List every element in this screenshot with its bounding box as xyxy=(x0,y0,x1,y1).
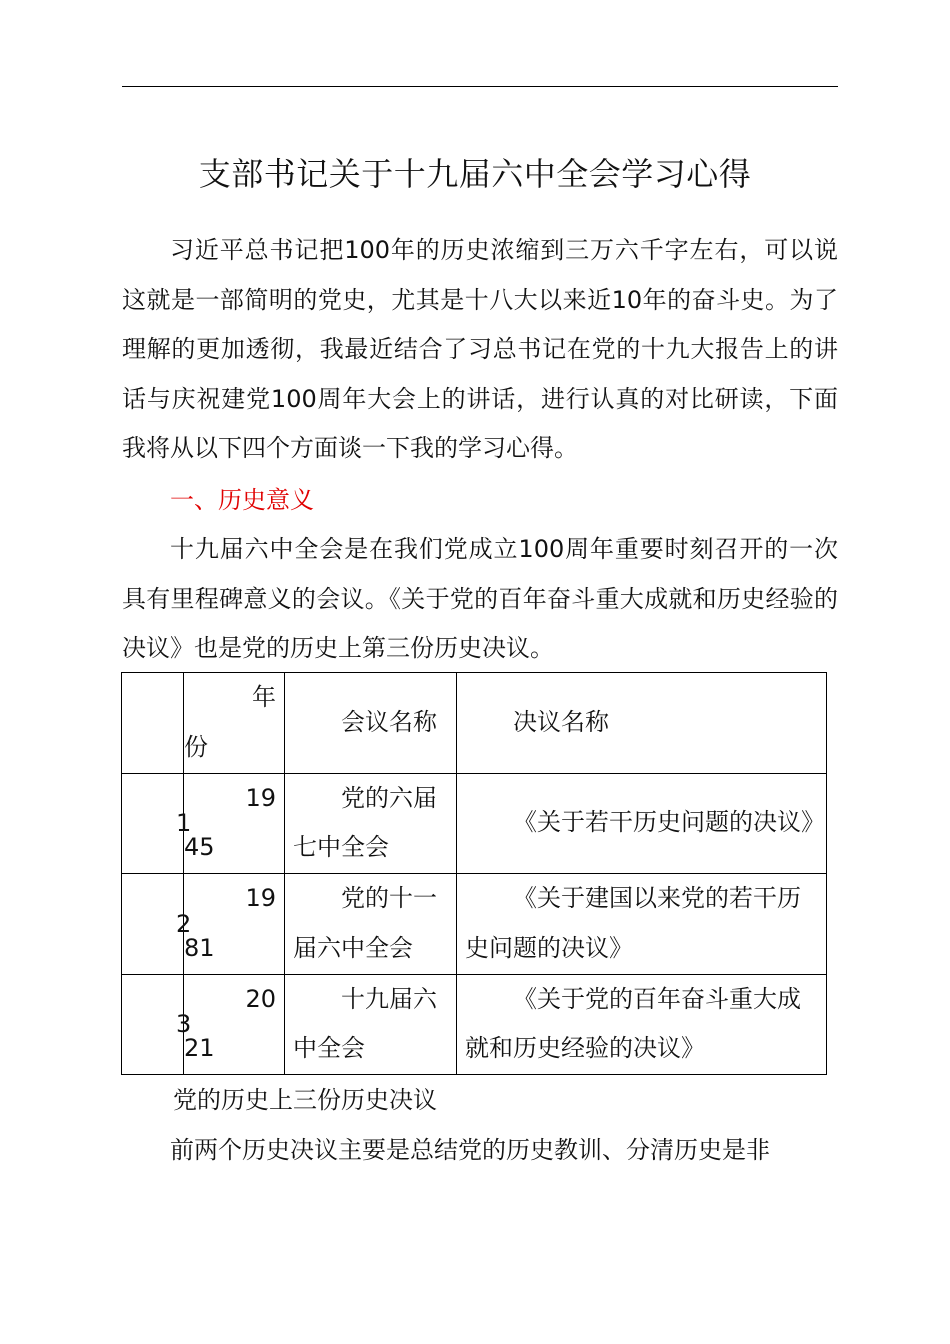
row-meeting-cell: 十九届六中全会 xyxy=(285,974,457,1075)
table-row xyxy=(122,974,827,1075)
header-year-cell xyxy=(184,673,285,774)
row-meeting-cell: 党的六届七中全会 xyxy=(285,773,457,874)
table-row xyxy=(122,773,827,874)
row-year-cell: 19 45 xyxy=(184,773,285,874)
header-resolution-cell: 决议名称 xyxy=(457,673,827,774)
row-number-cell: 1 xyxy=(122,773,184,874)
row-resolution-cell: 《关于党的百年奋斗重大成就和历史经验的决议》 xyxy=(457,974,827,1075)
row-number-cell: 2 xyxy=(122,874,184,975)
paragraph-intro: 习近平总书记把100年的历史浓缩到三万六千字左右，可以说这就是一部简明的党史，尤其是十八大以来近10年的奋斗史。为了理解的更加透彻，我最近结合了习总书记在党的十九大报告上的讲话与庆祝建党100周年大会上的讲话，进行认真的对比研读，下面我将从以下四个方面谈一下我的学习心得。 xyxy=(122,236,838,463)
header-meeting-cell: 会议名称 xyxy=(285,673,457,774)
document-title: 支部书记关于十九届六中全会学习心得 xyxy=(198,155,752,193)
row-number-cell: 3 xyxy=(122,974,184,1075)
table-caption: 党的历史上三份历史决议 xyxy=(173,1086,437,1114)
row-meeting-cell: 党的十一届六中全会 xyxy=(285,874,457,975)
header-year-bottom: 份 xyxy=(184,732,208,761)
section-heading-history-significance: 一、历史意义 xyxy=(170,486,314,514)
paragraph-previous-resolutions: 前两个历史决议主要是总结党的历史教训、分清历史是非 xyxy=(170,1136,770,1164)
row-year-cell: 19 81 xyxy=(184,874,285,975)
table-row xyxy=(122,874,827,975)
row-year-cell: 20 21 xyxy=(184,974,285,1075)
table-header-row xyxy=(122,673,827,774)
header-rule xyxy=(122,86,838,87)
resolutions-table xyxy=(121,672,827,1075)
paragraph-significance: 十九届六中全会是在我们党成立100周年重要时刻召开的一次具有里程碑意义的会议。《关于党的百年奋斗重大成就和历史经验的决议》也是党的历史上第三份历史决议。 xyxy=(122,535,838,663)
header-number-cell xyxy=(122,673,184,774)
header-year-top: 年 xyxy=(252,683,276,712)
row-resolution-cell: 《关于若干历史问题的决议》 xyxy=(457,773,827,874)
row-resolution-cell: 《关于建国以来党的若干历史问题的决议》 xyxy=(457,874,827,975)
